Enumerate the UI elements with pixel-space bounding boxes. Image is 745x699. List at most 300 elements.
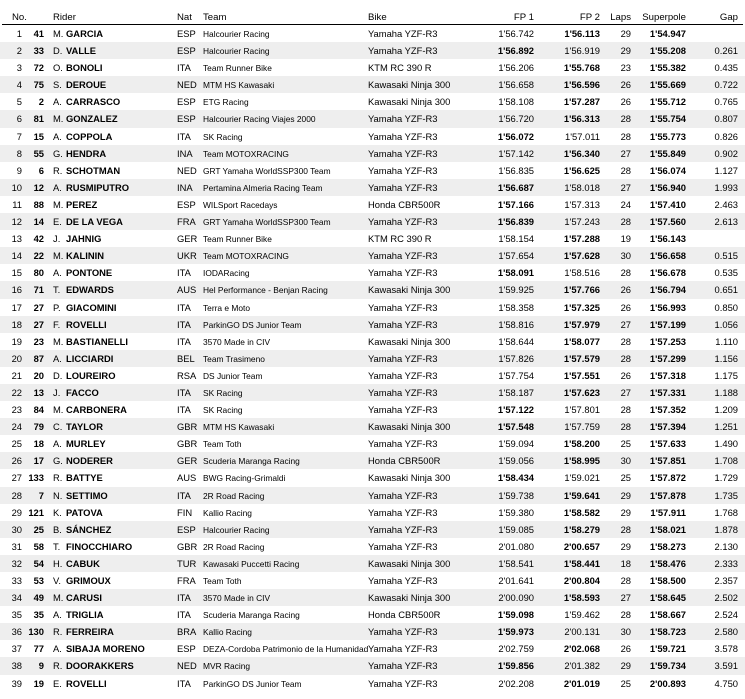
bike-cell: Honda CBR500R: [368, 609, 441, 621]
table-row: [0, 367, 745, 384]
table-row: [0, 452, 745, 469]
table-row: [0, 145, 745, 162]
position-cell: 14: [11, 250, 22, 262]
team-cell: DEZA-Cordoba Patrimonio de la Humanidad: [203, 644, 369, 655]
nationality-cell: ITA: [177, 130, 191, 142]
position-cell: 1: [16, 28, 22, 39]
rider-name-cell: SIBAJA MORENO: [66, 643, 145, 655]
fp1-time-cell: 1'58.154: [498, 233, 534, 245]
rider-number-cell: 88: [33, 198, 44, 210]
fp2-time-cell: 1'59.462: [564, 609, 600, 621]
fp2-time-cell: 1'59.021: [564, 472, 600, 484]
fp2-time-cell: 1'58.077: [563, 335, 600, 347]
rider-name-cell: DE LA VEGA: [66, 216, 123, 228]
table-row: [0, 350, 745, 367]
position-cell: 36: [11, 626, 22, 638]
fp2-time-cell: 1'58.279: [563, 523, 600, 535]
position-cell: 32: [11, 557, 22, 569]
rider-initial-cell: M.: [53, 335, 64, 347]
gap-cell: 2.613: [714, 216, 738, 228]
rider-initial-cell: A.: [53, 181, 62, 193]
laps-cell: 26: [620, 643, 631, 655]
rider-name-cell: COPPOLA: [66, 130, 113, 142]
bike-cell: Kawasaki Ninja 300: [368, 284, 451, 296]
rider-number-cell: 133: [28, 472, 44, 484]
superpole-time-cell: 1'58.645: [649, 592, 686, 604]
superpole-time-cell: 1'56.678: [649, 267, 686, 279]
gap-cell: 0.261: [714, 45, 738, 57]
bike-cell: Kawasaki Ninja 300: [368, 421, 451, 433]
fp1-time-cell: 1'59.094: [498, 438, 534, 450]
table-row: [0, 162, 745, 179]
superpole-time-cell: 1'55.669: [649, 79, 686, 91]
table-row: [0, 521, 745, 538]
table-row: [0, 179, 745, 196]
bike-cell: Yamaha YZF-R3: [368, 677, 438, 689]
fp1-time-cell: 1'56.687: [497, 181, 534, 193]
rider-initial-cell: T.: [53, 540, 61, 552]
team-cell: Halcourier Racing: [203, 46, 270, 57]
laps-cell: 27: [620, 318, 631, 330]
fp1-time-cell: 1'56.742: [498, 28, 534, 39]
table-row: [0, 128, 745, 145]
rider-initial-cell: M.: [53, 28, 64, 39]
nationality-cell: FRA: [177, 216, 196, 228]
nationality-cell: GER: [177, 455, 198, 467]
rider-initial-cell: E.: [53, 216, 62, 228]
nationality-cell: RSA: [177, 369, 197, 381]
team-cell: Hel Performance - Benjan Racing: [203, 285, 328, 296]
fp1-time-cell: 1'59.738: [498, 489, 534, 501]
laps-cell: 30: [620, 626, 631, 638]
table-row: [0, 299, 745, 316]
position-cell: 6: [16, 113, 22, 125]
fp1-time-cell: 1'56.658: [498, 79, 534, 91]
bike-cell: Yamaha YZF-R3: [368, 113, 438, 125]
fp2-time-cell: 1'57.325: [563, 301, 600, 313]
rider-initial-cell: R.: [53, 626, 63, 638]
fp2-time-cell: 2'00.131: [564, 626, 600, 638]
gap-cell: 0.535: [714, 267, 738, 279]
team-cell: Team Trasimeno: [203, 353, 265, 364]
header-superpole: Superpole: [642, 12, 686, 23]
bike-cell: Yamaha YZF-R3: [368, 523, 438, 535]
rider-initial-cell: G.: [53, 147, 63, 159]
team-cell: BWG Racing-Grimaldi: [203, 473, 286, 484]
bike-cell: KTM RC 390 R: [368, 62, 432, 74]
team-cell: Terra e Moto: [203, 302, 251, 313]
fp2-time-cell: 1'55.768: [563, 62, 600, 74]
rider-name-cell: SCHOTMAN: [66, 164, 121, 176]
bike-cell: Yamaha YZF-R3: [368, 28, 438, 39]
laps-cell: 28: [620, 267, 631, 279]
gap-cell: 1.127: [714, 164, 738, 176]
fp1-time-cell: 1'58.187: [498, 386, 534, 398]
team-cell: Pertamina Almeria Racing Team: [203, 182, 323, 193]
fp1-time-cell: 1'58.816: [498, 318, 534, 330]
team-cell: Team Toth: [203, 439, 242, 450]
position-cell: 16: [11, 284, 22, 296]
rider-number-cell: 81: [33, 113, 44, 125]
rider-initial-cell: T.: [53, 284, 61, 296]
fp1-time-cell: 1'56.072: [497, 130, 534, 142]
position-cell: 12: [11, 216, 22, 228]
superpole-time-cell: 1'57.851: [649, 455, 686, 467]
rider-initial-cell: E.: [53, 677, 62, 689]
rider-number-cell: 53: [33, 575, 44, 586]
superpole-time-cell: 1'57.253: [649, 335, 686, 347]
rider-number-cell: 14: [33, 216, 44, 228]
gap-cell: 0.435: [714, 62, 738, 74]
rider-name-cell: FINOCCHIARO: [66, 540, 133, 552]
nationality-cell: ITA: [177, 318, 191, 330]
fp1-time-cell: 1'56.720: [498, 113, 534, 125]
rider-number-cell: 12: [33, 181, 44, 193]
superpole-time-cell: 1'58.021: [649, 523, 686, 535]
fp2-time-cell: 1'57.766: [563, 284, 600, 296]
superpole-time-cell: 1'55.773: [649, 130, 686, 142]
gap-cell: 0.765: [714, 96, 738, 108]
table-row: [0, 110, 745, 127]
bike-cell: Kawasaki Ninja 300: [368, 335, 451, 347]
rider-number-cell: 23: [33, 335, 44, 347]
position-cell: 33: [11, 575, 22, 586]
fp2-time-cell: 1'59.641: [563, 489, 600, 501]
table-row: [0, 93, 745, 110]
table-row: [0, 487, 745, 504]
fp1-time-cell: 1'57.548: [497, 421, 534, 433]
nationality-cell: INA: [177, 181, 193, 193]
position-cell: 4: [16, 79, 22, 91]
rider-name-cell: GONZALEZ: [66, 113, 118, 125]
position-cell: 30: [11, 523, 22, 535]
fp1-time-cell: 1'57.654: [498, 250, 534, 262]
table-row: [0, 316, 745, 333]
position-cell: 31: [11, 540, 22, 552]
position-cell: 19: [11, 335, 22, 347]
nationality-cell: BEL: [177, 352, 195, 364]
nationality-cell: ITA: [177, 301, 191, 313]
team-cell: Team Runner Bike: [203, 234, 272, 245]
laps-cell: 27: [620, 592, 631, 604]
superpole-time-cell: 1'59.721: [649, 643, 686, 655]
superpole-time-cell: 1'55.208: [649, 45, 686, 57]
fp2-time-cell: 1'57.579: [563, 352, 600, 364]
fp2-time-cell: 1'57.313: [564, 198, 600, 210]
rider-name-cell: PEREZ: [66, 198, 98, 210]
laps-cell: 23: [620, 62, 631, 74]
rider-number-cell: 49: [33, 592, 44, 604]
rider-initial-cell: A.: [53, 438, 62, 450]
rider-name-cell: LOUREIRO: [66, 369, 116, 381]
rider-number-cell: 15: [33, 130, 44, 142]
fp2-time-cell: 1'56.625: [563, 164, 600, 176]
nationality-cell: GBR: [177, 438, 198, 450]
nationality-cell: ESP: [177, 28, 196, 39]
superpole-time-cell: 1'55.849: [649, 147, 686, 159]
gap-cell: 1.735: [714, 489, 738, 501]
fp2-time-cell: 1'56.919: [564, 45, 600, 57]
gap-cell: 1.175: [714, 369, 738, 381]
rider-name-cell: CARRASCO: [66, 96, 121, 108]
superpole-time-cell: 1'59.734: [649, 660, 686, 672]
table-row: [0, 76, 745, 93]
laps-cell: 28: [620, 113, 631, 125]
nationality-cell: NED: [177, 164, 197, 176]
rider-number-cell: 33: [33, 45, 44, 57]
table-row: [0, 196, 745, 213]
team-cell: MTM HS Kawasaki: [203, 422, 275, 433]
rider-number-cell: 71: [33, 284, 44, 296]
rider-initial-cell: R.: [53, 164, 63, 176]
gap-cell: 1.188: [714, 386, 738, 398]
bike-cell: Yamaha YZF-R3: [368, 181, 438, 193]
nationality-cell: ITA: [177, 592, 191, 604]
rider-number-cell: 77: [33, 643, 44, 655]
team-cell: SK Racing: [203, 387, 243, 398]
header-fp2: FP 2: [579, 12, 600, 23]
fp1-time-cell: 1'56.206: [498, 62, 534, 74]
fp1-time-cell: 2'01.080: [498, 540, 534, 552]
position-cell: 28: [11, 489, 22, 501]
gap-cell: 1.110: [715, 335, 738, 347]
team-cell: Team MOTOXRACING: [203, 148, 289, 159]
rider-number-cell: 35: [33, 609, 44, 621]
superpole-time-cell: 1'58.476: [649, 557, 686, 569]
bike-cell: Yamaha YZF-R3: [368, 369, 438, 381]
nationality-cell: ITA: [177, 489, 191, 501]
team-cell: Halcourier Racing Viajes 2000: [203, 114, 316, 125]
header-gap: Gap: [719, 12, 738, 23]
position-cell: 9: [16, 164, 22, 176]
gap-cell: 2.502: [714, 592, 738, 604]
fp2-time-cell: 1'57.979: [563, 318, 600, 330]
rider-number-cell: 20: [33, 369, 44, 381]
gap-cell: 1.156: [714, 352, 738, 364]
table-row: [0, 384, 745, 401]
table-row: [0, 675, 745, 692]
rider-initial-cell: F.: [53, 318, 61, 330]
laps-cell: 29: [620, 45, 631, 57]
nationality-cell: UKR: [177, 250, 197, 262]
superpole-time-cell: 1'57.352: [649, 404, 686, 416]
rider-number-cell: 54: [33, 557, 44, 569]
rider-initial-cell: A.: [53, 96, 62, 108]
rider-initial-cell: O.: [53, 62, 63, 74]
rider-initial-cell: D.: [53, 45, 63, 57]
superpole-time-cell: 1'57.394: [649, 421, 686, 433]
table-row: [0, 333, 745, 350]
fp2-time-cell: 1'57.288: [563, 233, 600, 245]
gap-cell: 1.708: [714, 455, 738, 467]
gap-cell: 2.463: [714, 198, 738, 210]
rider-number-cell: 27: [33, 318, 44, 330]
bike-cell: Yamaha YZF-R3: [368, 404, 438, 416]
team-cell: 2R Road Racing: [203, 541, 265, 552]
rider-name-cell: CABUK: [66, 557, 100, 569]
rider-name-cell: PATOVA: [66, 506, 103, 518]
rider-name-cell: PONTONE: [66, 267, 113, 279]
gap-cell: 0.807: [714, 113, 738, 125]
nationality-cell: GBR: [177, 421, 198, 433]
rider-initial-cell: A.: [53, 352, 62, 364]
table-row: [0, 435, 745, 452]
bike-cell: Yamaha YZF-R3: [368, 438, 438, 450]
bike-cell: Honda CBR500R: [368, 198, 441, 210]
fp2-time-cell: 1'57.801: [564, 404, 600, 416]
table-row: [0, 42, 745, 59]
header-bike: Bike: [368, 12, 387, 23]
fp1-time-cell: 1'56.892: [497, 45, 534, 57]
team-cell: SK Racing: [203, 405, 243, 416]
nationality-cell: ITA: [177, 609, 191, 621]
team-cell: IODARacing: [203, 268, 250, 279]
fp2-time-cell: 1'57.287: [563, 96, 600, 108]
nationality-cell: ESP: [177, 643, 196, 655]
nationality-cell: ITA: [177, 267, 191, 279]
fp2-time-cell: 2'00.657: [563, 540, 600, 552]
table-row: [0, 213, 745, 230]
rider-name-cell: VALLE: [66, 45, 97, 57]
table-row: [0, 281, 745, 298]
rider-name-cell: TAYLOR: [66, 421, 103, 433]
rider-name-cell: TRIGLIA: [66, 609, 104, 621]
laps-cell: 28: [620, 404, 631, 416]
fp1-time-cell: 1'58.108: [498, 96, 534, 108]
rider-name-cell: NODERER: [66, 455, 113, 467]
position-cell: 15: [11, 267, 22, 279]
laps-cell: 24: [620, 198, 631, 210]
superpole-time-cell: 1'57.318: [649, 369, 686, 381]
rider-initial-cell: R.: [53, 660, 63, 672]
team-cell: Scuderia Maranga Racing: [203, 610, 300, 621]
gap-cell: 0.722: [714, 79, 738, 91]
gap-cell: 0.850: [714, 301, 738, 313]
nationality-cell: ESP: [177, 45, 196, 57]
rider-number-cell: 22: [33, 250, 44, 262]
gap-cell: 1.768: [714, 506, 738, 518]
gap-cell: 3.578: [714, 643, 738, 655]
superpole-time-cell: 1'56.794: [649, 284, 686, 296]
fp1-time-cell: 1'58.091: [497, 267, 534, 279]
fp1-time-cell: 1'59.098: [497, 609, 534, 621]
rider-name-cell: ROVELLI: [66, 318, 107, 330]
rider-name-cell: SÁNCHEZ: [66, 523, 112, 535]
laps-cell: 25: [620, 472, 631, 484]
superpole-time-cell: 1'55.712: [649, 96, 686, 108]
bike-cell: Yamaha YZF-R3: [368, 660, 438, 672]
header-nat: Nat: [177, 12, 192, 23]
gap-cell: 1.209: [714, 404, 738, 416]
fp1-time-cell: 1'59.925: [498, 284, 534, 296]
table-row: [0, 606, 745, 623]
rider-name-cell: KALININ: [66, 250, 105, 262]
laps-cell: 29: [620, 506, 631, 518]
table-row: [0, 572, 745, 589]
fp2-time-cell: 2'00.804: [563, 575, 600, 586]
laps-cell: 28: [620, 609, 631, 621]
superpole-time-cell: 1'57.560: [649, 216, 686, 228]
header-fp1: FP 1: [513, 12, 534, 23]
gap-cell: 4.750: [714, 677, 738, 689]
fp2-time-cell: 2'02.068: [563, 643, 600, 655]
rider-name-cell: HENDRA: [66, 147, 107, 159]
laps-cell: 28: [620, 164, 631, 176]
rider-number-cell: 2: [38, 96, 44, 108]
superpole-time-cell: 1'57.872: [649, 472, 686, 484]
rider-number-cell: 84: [33, 404, 44, 416]
table-row: [0, 555, 745, 572]
position-cell: 25: [11, 438, 22, 450]
position-cell: 8: [16, 147, 22, 159]
fp1-time-cell: 1'58.541: [498, 557, 534, 569]
rider-initial-cell: M.: [53, 250, 64, 262]
fp1-time-cell: 1'59.056: [498, 455, 534, 467]
rider-number-cell: 79: [33, 421, 44, 433]
rider-initial-cell: H.: [53, 557, 63, 569]
rider-initial-cell: C.: [53, 421, 63, 433]
rider-name-cell: CARUSI: [66, 592, 102, 604]
rider-initial-cell: M.: [53, 592, 64, 604]
superpole-time-cell: 1'57.878: [649, 489, 686, 501]
nationality-cell: FRA: [177, 575, 196, 586]
laps-cell: 29: [620, 28, 631, 39]
laps-cell: 28: [620, 352, 631, 364]
position-cell: 18: [11, 318, 22, 330]
team-cell: Kallio Racing: [203, 507, 252, 518]
laps-cell: 27: [620, 147, 631, 159]
rider-initial-cell: J.: [53, 233, 61, 245]
table-row: [0, 264, 745, 281]
fp2-time-cell: 1'58.200: [563, 438, 600, 450]
superpole-time-cell: 1'55.754: [649, 113, 686, 125]
laps-cell: 28: [620, 216, 631, 228]
rider-name-cell: FERREIRA: [66, 626, 114, 638]
team-cell: Team Runner Bike: [203, 63, 272, 74]
gap-cell: 2.130: [714, 540, 738, 552]
laps-cell: 26: [620, 284, 631, 296]
laps-cell: 25: [620, 677, 631, 689]
team-cell: ParkinGO DS Junior Team: [203, 678, 302, 689]
position-cell: 24: [11, 421, 22, 433]
team-cell: Kawasaki Puccetti Racing: [203, 558, 300, 569]
rider-name-cell: LICCIARDI: [66, 352, 114, 364]
fp2-time-cell: 1'57.759: [564, 421, 600, 433]
rider-number-cell: 42: [33, 233, 44, 245]
gap-cell: 0.826: [714, 130, 738, 142]
position-cell: 20: [11, 352, 22, 364]
laps-cell: 29: [620, 489, 631, 501]
bike-cell: Yamaha YZF-R3: [368, 164, 438, 176]
gap-cell: 1.878: [714, 523, 738, 535]
bike-cell: Kawasaki Ninja 300: [368, 96, 451, 108]
bike-cell: Kawasaki Ninja 300: [368, 472, 451, 484]
rider-initial-cell: P.: [53, 301, 61, 313]
fp1-time-cell: 1'59.380: [498, 506, 534, 518]
fp2-time-cell: 1'57.623: [563, 386, 600, 398]
nationality-cell: AUS: [177, 472, 197, 484]
rider-name-cell: MURLEY: [66, 438, 106, 450]
gap-cell: 2.580: [714, 626, 738, 638]
rider-number-cell: 58: [33, 540, 44, 552]
team-cell: Kallio Racing: [203, 627, 252, 638]
rider-initial-cell: M.: [53, 198, 64, 210]
bike-cell: Yamaha YZF-R3: [368, 301, 438, 313]
bike-cell: Yamaha YZF-R3: [368, 643, 438, 655]
laps-cell: 28: [620, 130, 631, 142]
superpole-time-cell: 1'56.993: [649, 301, 686, 313]
position-cell: 21: [11, 369, 22, 381]
